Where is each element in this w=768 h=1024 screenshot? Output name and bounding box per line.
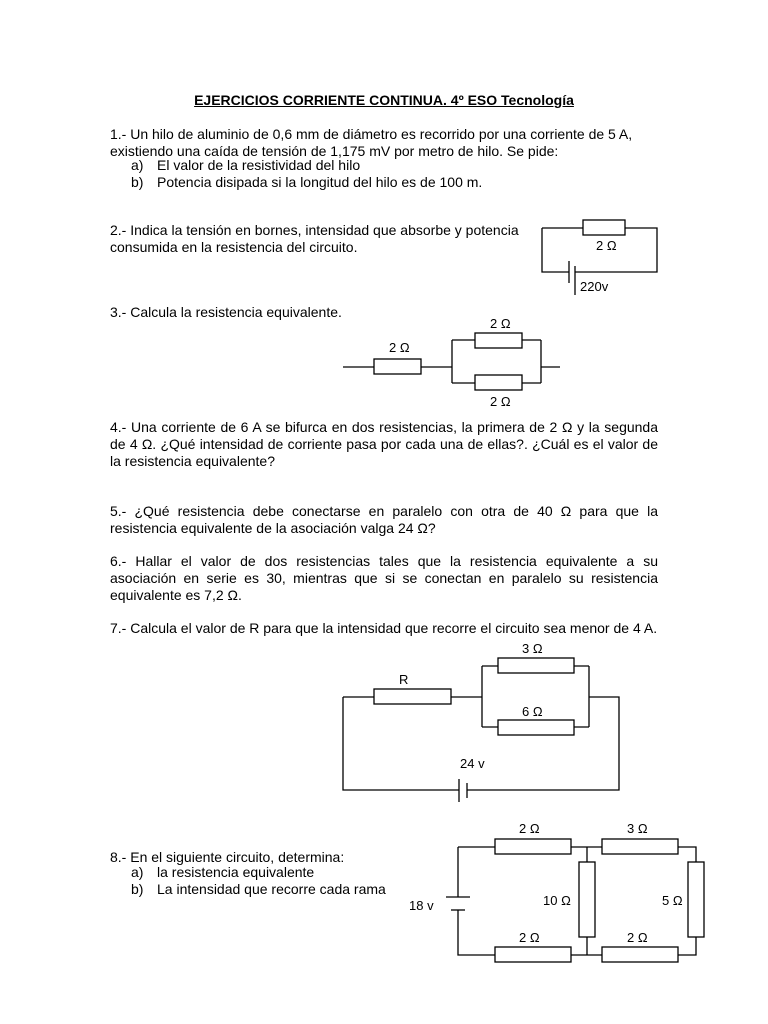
resistor-3-ohm bbox=[498, 658, 574, 673]
resistor-label: 2 Ω bbox=[596, 238, 617, 253]
circuit-ex7 bbox=[343, 641, 619, 802]
list-item-text: La intensidad que recorre cada rama bbox=[157, 881, 386, 897]
resistor-label: 2 Ω bbox=[389, 340, 410, 355]
exercise-4-text: 4.- Una corriente de 6 A se bifurca en dos resistencias, la primera de 2 Ω y la segunda de 4 Ω. ¿Qué intensidad de corriente pasa por cada una de ellas?. ¿Cuál es el valor de la resistencia equivalente? bbox=[110, 419, 658, 469]
list-item-text: Potencia disipada si la longitud del hilo es de 100 m. bbox=[157, 174, 483, 190]
exercise-2-line-2: consumida en la resistencia del circuito. bbox=[110, 239, 358, 255]
exercise-8-text: 8.- En el siguiente circuito, determina: bbox=[110, 849, 345, 865]
circuit-ex8 bbox=[409, 821, 704, 962]
exercise-7-text: 7.- Calcula el valor de R para que la intensidad que recorre el circuito sea menor de 4 A. bbox=[110, 620, 658, 636]
resistor-6-ohm bbox=[498, 720, 574, 735]
source-label: 24 v bbox=[460, 756, 485, 771]
exercise-1-line-2: existiendo una caída de tensión de 1,175 mV por metro de hilo. Se pide: bbox=[110, 143, 559, 159]
resistor-label: R bbox=[399, 672, 409, 687]
resistor-label: 3 Ω bbox=[522, 641, 543, 656]
resistor-top-left bbox=[495, 839, 571, 854]
resistor-label: 6 Ω bbox=[522, 704, 543, 719]
resistor-2-ohm bbox=[583, 220, 625, 235]
resistor-label: 2 Ω bbox=[519, 930, 540, 945]
resistor-right bbox=[688, 862, 704, 937]
resistor-label: 2 Ω bbox=[627, 930, 648, 945]
resistor-middle bbox=[579, 862, 595, 937]
list-item-text: la resistencia equivalente bbox=[157, 864, 315, 880]
worksheet-title: EJERCICIOS CORRIENTE CONTINUA. 4º ESO Tecnología bbox=[194, 92, 574, 108]
source-label: 18 v bbox=[409, 898, 434, 913]
list-marker: a) bbox=[131, 864, 144, 880]
resistor-label: 2 Ω bbox=[490, 316, 511, 331]
list-marker: b) bbox=[131, 174, 144, 190]
circuit-wire bbox=[458, 847, 696, 955]
exercise-3-text: 3.- Calcula la resistencia equivalente. bbox=[110, 304, 342, 320]
resistor-series bbox=[374, 359, 421, 374]
exercise-5-text: 5.- ¿Qué resistencia debe conectarse en paralelo con otra de 40 Ω para que la resistencia equivalente de la asociación valga 24 Ω? bbox=[110, 503, 658, 536]
list-item-text: El valor de la resistividad del hilo bbox=[157, 157, 361, 173]
resistor-bottom-right bbox=[602, 947, 678, 962]
resistor-parallel-bottom bbox=[475, 375, 522, 390]
source-label: 220v bbox=[580, 279, 609, 294]
circuit-wire bbox=[343, 666, 619, 790]
resistor-label: 10 Ω bbox=[543, 893, 571, 908]
circuit-ex3 bbox=[343, 316, 560, 409]
resistor-label: 5 Ω bbox=[662, 893, 683, 908]
resistor-label: 2 Ω bbox=[519, 821, 540, 836]
circuit-ex2 bbox=[542, 220, 657, 295]
list-marker: a) bbox=[131, 157, 144, 173]
resistor-label: 2 Ω bbox=[490, 394, 511, 409]
exercise-1-line-1: 1.- Un hilo de aluminio de 0,6 mm de diámetro es recorrido por una corriente de 5 A, bbox=[110, 126, 633, 142]
exercise-2-line-1: 2.- Indica la tensión en bornes, intensidad que absorbe y potencia bbox=[110, 222, 519, 238]
resistor-label: 3 Ω bbox=[627, 821, 648, 836]
resistor-parallel-top bbox=[475, 333, 522, 348]
list-marker: b) bbox=[131, 881, 144, 897]
resistor-top-right bbox=[602, 839, 678, 854]
exercise-6-text: 6.- Hallar el valor de dos resistencias tales que la resistencia equivalente a su asociación en serie es 30, mientras que si se conectan en paralelo su resistencia equivalente es 7,2 Ω. bbox=[110, 553, 658, 603]
resistor-r bbox=[374, 689, 451, 704]
resistor-bottom-left bbox=[495, 947, 571, 962]
